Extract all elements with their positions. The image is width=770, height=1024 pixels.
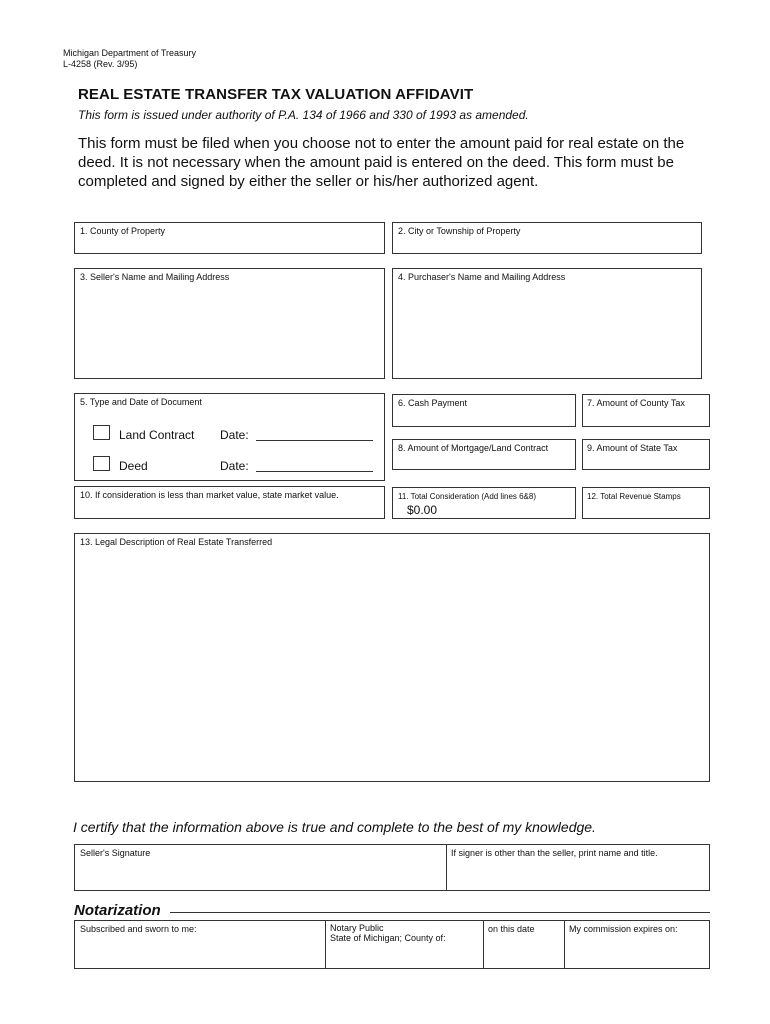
- deed-checkbox[interactable]: [93, 456, 110, 471]
- document-type-label: 5. Type and Date of Document: [80, 397, 202, 407]
- legal-description-label: 13. Legal Description of Real Estate Transferred: [80, 537, 273, 547]
- total-consideration-label: 11. Total Consideration (Add lines 6&8): [398, 492, 537, 501]
- land-contract-date-label: Date:: [220, 428, 249, 442]
- state-tax-field[interactable]: [582, 439, 710, 470]
- notary-date-label: on this date: [488, 924, 535, 934]
- city-township-field[interactable]: [392, 222, 702, 254]
- seller-signature-label: Seller's Signature: [80, 848, 151, 858]
- mortgage-amount-label: 8. Amount of Mortgage/Land Contract: [398, 443, 549, 453]
- county-of-property-label: 1. County of Property: [80, 226, 166, 236]
- subscribed-sworn-label: Subscribed and sworn to me:: [80, 924, 197, 934]
- seller-signature-field[interactable]: [74, 844, 447, 891]
- county-of-property-field[interactable]: [74, 222, 385, 254]
- deed-date-field[interactable]: [256, 471, 373, 472]
- land-contract-checkbox[interactable]: [93, 425, 110, 440]
- city-township-label: 2. City or Township of Property: [398, 226, 521, 236]
- county-tax-label: 7. Amount of County Tax: [587, 398, 685, 408]
- form-number: L-4258 (Rev. 3/95): [63, 59, 138, 69]
- notarization-rule: [170, 912, 710, 913]
- deed-date-label: Date:: [220, 459, 249, 473]
- total-consideration-value: $0.00: [407, 503, 438, 517]
- department-name: Michigan Department of Treasury: [63, 48, 197, 58]
- cash-payment-label: 6. Cash Payment: [398, 398, 468, 408]
- revenue-stamps-label: 12. Total Revenue Stamps: [587, 492, 681, 501]
- form-title: REAL ESTATE TRANSFER TAX VALUATION AFFIDAVIT: [78, 86, 474, 103]
- form-subtitle: This form is issued under authority of P.A. 134 of 1966 and 330 of 1993 as amended.: [78, 108, 529, 122]
- mortgage-amount-field[interactable]: [392, 439, 576, 470]
- notary-public-label: Notary Public: [330, 923, 384, 933]
- market-value-label: 10. If consideration is less than market value, state market value.: [80, 490, 339, 500]
- seller-name-address-label: 3. Seller's Name and Mailing Address: [80, 272, 230, 282]
- intro-text: This form must be filed when you choose not to enter the amount paid for real estate on the deed. It is not necessary when the amount paid is entered on the deed. This form must be completed and signed by either the seller or his/her authorized agent.: [78, 135, 685, 190]
- cash-payment-field[interactable]: [392, 394, 576, 427]
- commission-expires-field[interactable]: [564, 920, 710, 969]
- purchaser-name-address-field[interactable]: [392, 268, 702, 379]
- revenue-stamps-field[interactable]: [582, 487, 710, 519]
- signer-name-title-label: If signer is other than the seller, print name and title.: [451, 848, 658, 858]
- notary-date-field[interactable]: [483, 920, 565, 969]
- state-tax-label: 9. Amount of State Tax: [587, 443, 678, 453]
- commission-expires-label: My commission expires on:: [569, 924, 678, 934]
- notary-county-field[interactable]: [325, 920, 484, 969]
- land-contract-label: Land Contract: [119, 428, 195, 442]
- seller-name-address-field[interactable]: [74, 268, 385, 379]
- land-contract-date-field[interactable]: [256, 440, 373, 441]
- legal-description-field[interactable]: [74, 533, 710, 782]
- market-value-field[interactable]: [74, 486, 385, 519]
- subscribed-sworn-field[interactable]: [74, 920, 326, 969]
- deed-label: Deed: [119, 459, 148, 473]
- county-tax-field[interactable]: [582, 394, 710, 427]
- certify-statement: I certify that the information above is true and complete to the best of my knowledge.: [73, 819, 596, 835]
- purchaser-name-address-label: 4. Purchaser's Name and Mailing Address: [398, 272, 566, 282]
- signer-name-title-field[interactable]: [446, 844, 710, 891]
- total-consideration-field[interactable]: [392, 487, 576, 519]
- notarization-heading: Notarization: [74, 902, 161, 919]
- notary-county-label: State of Michigan; County of:: [330, 933, 446, 943]
